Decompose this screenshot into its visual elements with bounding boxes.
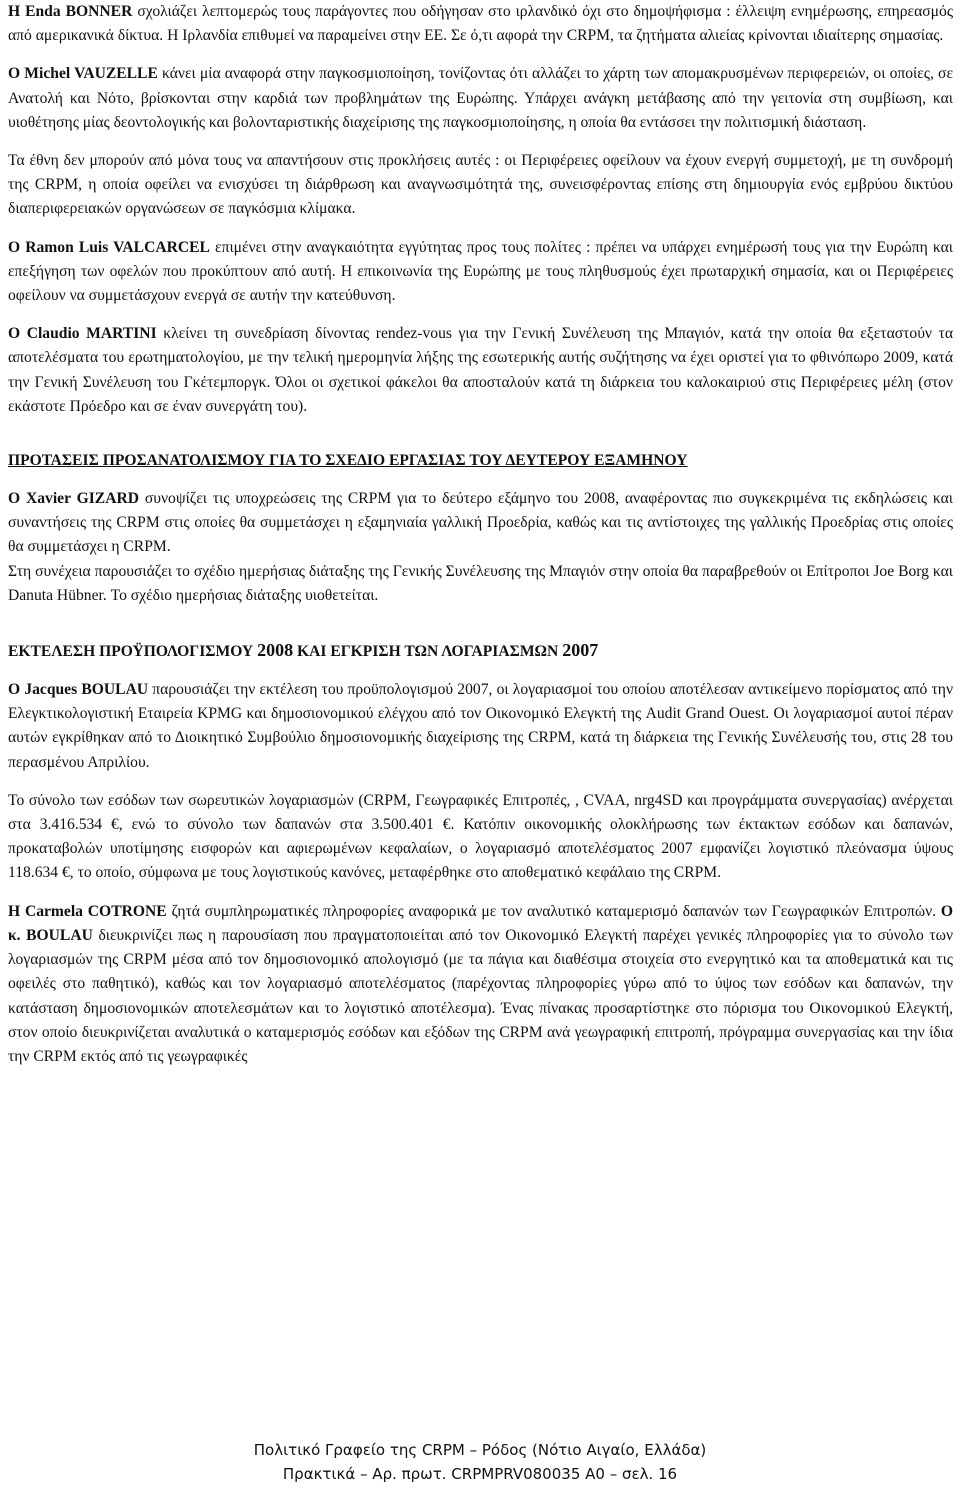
- paragraph-martini: [8, 322, 953, 419]
- paragraph-boulau: [8, 678, 953, 775]
- section-heading-budget: [8, 638, 953, 664]
- paragraph-revenues: [8, 789, 953, 886]
- heading-year: 2008: [257, 640, 294, 661]
- paragraph-valcarcel: [8, 236, 953, 309]
- paragraph-text: ζητά συμπληρωματικές πληροφορίες αναφορικά με τον αναλυτικό καταμερισμό δαπανών των Γεωγραφικών Επιτροπών.: [166, 902, 941, 920]
- speaker-name: Ο Michel VAUZELLE: [8, 65, 158, 83]
- section-heading-orientation: ΠΡΟΤΑΣΕΙΣ ΠΡΟΣΑΝΑΤΟΛΙΣΜΟΥ ΓΙΑ ΤΟ ΣΧΕΔΙΟ ΕΡΓΑΣΙΑΣ ΤΟΥ ΔΕΥΤΕΡΟΥ ΕΞΑΜΗΝΟΥ: [8, 452, 688, 470]
- paragraph-text: παρουσιάζει την εκτέλεση του προϋπολογισμού 2007, οι λογαριασμοί του οποίου αποτέλεσαν αντικείμενο πορίσματος από την Ελεγκτικολογιστική Εταιρεία KPMG και δημοσιονομικού ελέγχου από τον Οικονομικό Ελεγκτή της Audit Grand Ouest. Οι λογαριασμοί αυτοί πέραν αυτών εγκρίθηκαν από το Διοικητικό Συμβούλιο δημοσιονομικής διαχείρισης της CRPM, κατά τη διάρκεια της Γενικής Συνέλευσής του, στις 28 του περασμένου Απριλίου.: [8, 681, 953, 771]
- heading-part: ΚΑΙ ΕΓΚΡΙΣΗ ΤΩΝ ΛΟΓΑΡΙΑΣΜΩΝ: [293, 643, 563, 661]
- paragraph-gizard-continued: [8, 560, 953, 608]
- paragraph-text: κλείνει τη συνεδρίαση δίνοντας rendez-vous για την Γενική Συνέλευση της Μπαγιόν, κατά την οποία θα εξεταστούν τα αποτελέσματα του ερωτηματολογίου, με την τελική ημερομηνία λήξης της εσωτερικής αυτής συζήτησης να έχει οριστεί για το φθινόπωρο 2009, κατά την Γενική Συνέλευση του Γκέτεμποργκ. Όλοι οι σχετικοί φάκελοι θα αποσταλούν κατά τη διάρκεια του καλοκαιριού στις Περιφέρειες μέλη (στον εκάστοτε Πρόεδρο και σε έναν συνεργάτη του).: [8, 325, 953, 415]
- paragraph-text: Το σύνολο των εσόδων των σωρευτικών λογαριασμών (CRPM, Γεωγραφικές Επιτροπές, , CVAA, nrg4SD και προγράμματα συνεργασίας) ανέρχεται στα 3.416.534 €, ενώ το σύνολο των δαπανών στα 3.500.401 €. Κατόπιν οικονομικής ολοκλήρωσης των έκτακτων εσόδων και δαπανών, προκαταβολών υποτίμησης εισφορών και αφιερωμένων κεφαλαίων, ο λογαριασμό αποτελέσματος 2007 εμφανίζει λογιστικό πλεόνασμα ύψους 118.634 €, το οποίο, σύμφωνα με τους λογιστικούς κανόνες, μεταφέρθηκε στο αποθεματικό κεφάλαιο της CRPM.: [8, 791, 953, 882]
- paragraph-cotrone: [8, 900, 953, 1069]
- paragraph-text: κάνει μία αναφορά στην παγκοσμιοποίηση, τονίζοντας ότι αλλάζει το χάρτη των απομακρυσμένων περιφερειών, οι οποίες, σε Ανατολή και Νότο, βρίσκονται στην καρδιά των προβλημάτων της Ευρώπης. Υπάρχει ανάγκη μετάβασης από την γειτονία στη συμβίωση, και υιοθέτησης μίας δεοντολογικής και βολονταριστικής διαχείρισης της παγκοσμιοποίησης, η οποία θα εντάσσει την πολιτισμική διάσταση.: [8, 65, 953, 131]
- paragraph-text: Στη συνέχεια παρουσιάζει το σχέδιο ημερήσιας διάταξης της Γενικής Συνέλευσης της Μπαγιόν στην οποία θα παραβρεθούν οι Επίτροποι Joe Borg και Danuta Hübner. Το σχέδιο ημερήσιας διάταξης υιοθετείται.: [8, 562, 953, 604]
- paragraph-gizard: [8, 487, 953, 560]
- footer-line-2: Πρακτικά – Αρ. πρωτ. CRPMPRV080035 A0 – σελ. 16: [282, 1465, 678, 1483]
- speaker-name: Ο Xavier GIZARD: [8, 490, 139, 508]
- paragraph-bonner: [8, 0, 953, 48]
- speaker-name: Ο Ramon Luis VALCARCEL: [8, 238, 210, 256]
- heading-part: ΕΚΤΕΛΕΣΗ ΠΡΟΫΠΟΛΟΓΙΣΜΟΥ: [8, 643, 258, 661]
- speaker-name: Η Carmela COTRONE: [8, 902, 167, 920]
- paragraph-text: διευκρινίζει πως η παρουσίαση που πραγματοποιείται από τον Οικονομικό Ελεγκτή παρέχει γενικές πληροφορίες για το σύνολο των λογαριασμών της CRPM μέσα από τον δημοσιονομικό απολογισμό (με τα πάγια και διαθέσιμα στοιχεία στο ενεργητικό και τα αποθεματικά και τις οφειλές στο παθητικό), καθώς και τον λογαριασμό αποτελέσματος (παρέχοντας πληροφορίες γύρω από το ύψος των εσόδων και δαπανών, την κατάσταση δημοσιονομικών αποτελεσμάτων και το λογιστικό αποτέλεσμα). Ένας πίνακας προσαρτίστηκε στο πόρισμα του Οικονομικού Ελεγκτή, στον οποίο διευκρινίζεται αναλυτικά ο καταμερισμός εσόδων και εξόδων της CRPM ανά γεωγραφική επιτροπή, πρόγραμμα συνεργασίας και την ίδια την CRPM εκτός από τις γεωγραφικές: [8, 926, 953, 1065]
- document-page: [8, 0, 953, 1069]
- paragraph-text: συνοψίζει τις υποχρεώσεις της CRPM για το δεύτερο εξάμηνο του 2008, αναφέροντας πιο συγκεκριμένα τις εκδηλώσεις και συναντήσεις της CRPM στις οποίες θα συμμετάσχει η εξαμηνιαία γαλλική Προεδρία, καθώς και τις αντίστοιχες της γαλλικής Προεδρίας στις οποίες θα συμμετάσχει η CRPM.: [8, 490, 954, 556]
- speaker-name: Ο Jacques BOULAU: [8, 681, 149, 699]
- paragraph-text: επιμένει στην αναγκαιότητα εγγύτητας προς τους πολίτες : πρέπει να υπάρχει ενημέρωσή τους για την Ευρώπη και επεξήγηση των οφελών που προκύπτουν από αυτή. Η επικοινωνία της Ευρώπης με τους πληθυσμούς έχει πρωταρχική σημασία, και οι Περιφέρειες οφείλουν να συμμετάσχουν ενεργά σε αυτήν την κατεύθυνση.: [8, 238, 953, 305]
- speaker-name: Η Enda BONNER: [8, 3, 133, 20]
- paragraph-nations: [8, 149, 953, 222]
- speaker-name: Ο κ. BOULAU: [8, 902, 954, 944]
- footer-line-1: Πολιτικό Γραφείο της CRPM – Ρόδος (Νότιο Αιγαίο, Ελλάδα): [253, 1441, 707, 1459]
- paragraph-text: σχολιάζει λεπτομερώς τους παράγοντες που οδήγησαν στο ιρλανδικό όχι στο δημοψήφισμα : έλλειψη ενημέρωσης, επηρεασμός από αμερικανικά δίκτυα. Η Ιρλανδία επιθυμεί να παραμείνει στην ΕΕ. Σε ό,τι αφορά την CRPM, τα ζητήματα αλιείας κρίνονται ιδιαίτερης σημασίας.: [8, 3, 954, 45]
- paragraph-text: Τα έθνη δεν μπορούν από μόνα τους να απαντήσουν στις προκλήσεις αυτές : οι Περιφέρειες οφείλουν να έχουν ενεργή συμμετοχή, με τη συνδρομή της CRPM, η οποία οφείλει να ενισχύσει τη διάρθρωση και αναγνωσιμότητά της, συνεισφέροντας επίσης στη δημιουργία ενός εμβρύου δικτύου διαπεριφερειακών οργανώσεων σε παγκόσμια κλίμακα.: [8, 152, 953, 218]
- paragraph-vauzelle: [8, 62, 953, 135]
- heading-year: 2007: [562, 640, 599, 661]
- speaker-name: Ο Claudio MARTINI: [8, 325, 157, 343]
